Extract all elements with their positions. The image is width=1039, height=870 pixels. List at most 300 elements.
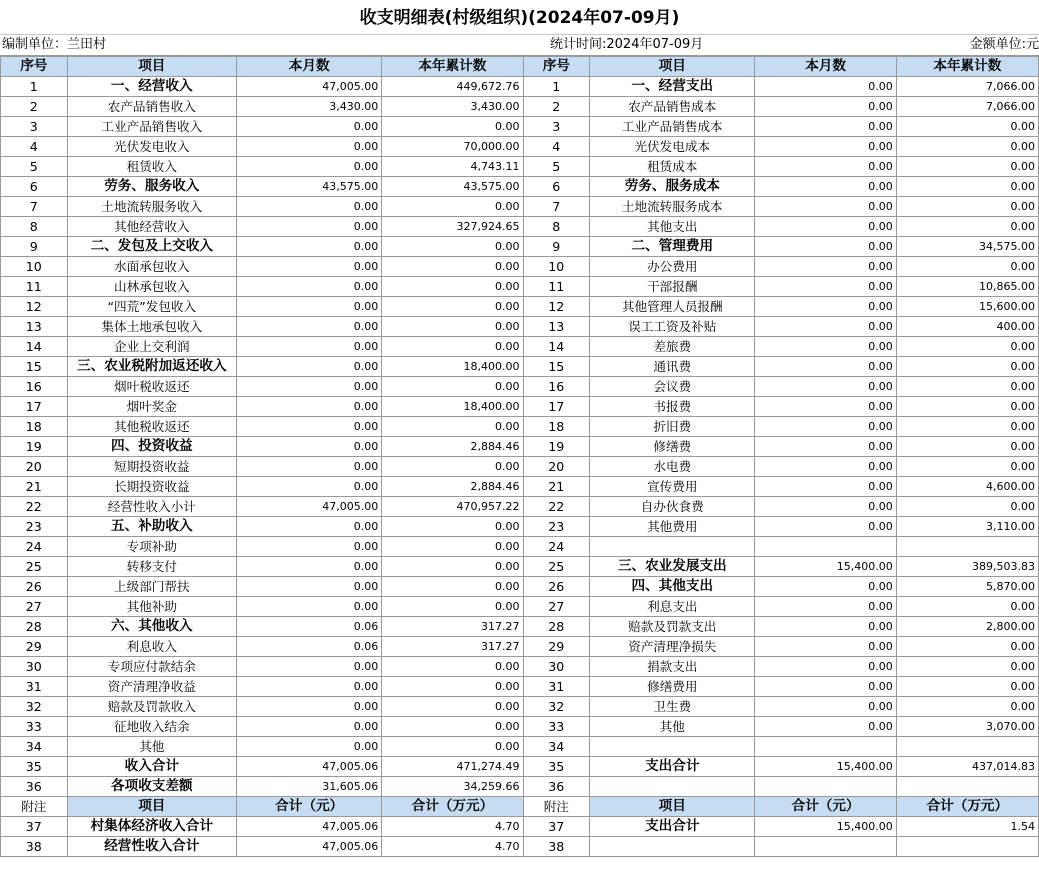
right-seq-cell: 11: [523, 277, 590, 297]
left-seq-cell: 33: [1, 717, 68, 737]
right-month-cell: 0.00: [755, 277, 896, 297]
table-row: [1, 337, 1039, 357]
left-item-cell: 烟叶奖金: [67, 397, 236, 417]
right-seq-cell: 13: [523, 317, 590, 337]
left-month-cell: 3,430.00: [237, 97, 382, 117]
left-item-cell: 村集体经济收入合计: [67, 817, 236, 837]
right-item-cell: 工业产品销售成本: [590, 117, 755, 137]
right-month-cell: 0.00: [755, 77, 896, 97]
left-month-cell: 47,005.00: [237, 77, 382, 97]
right-month-cell: 0.00: [755, 157, 896, 177]
table-row: [1, 237, 1039, 257]
right-item-cell: 卫生费: [590, 697, 755, 717]
right-ytd-cell: 389,503.83: [896, 557, 1038, 577]
right-item-cell: 宣传费用: [590, 477, 755, 497]
left-item-cell: 其他经营收入: [67, 217, 236, 237]
right-seq-cell: 9: [523, 237, 590, 257]
right-ytd-cell: 5,870.00: [896, 577, 1038, 597]
right-month-cell: 0.00: [755, 317, 896, 337]
column-header-seq: 序号: [523, 57, 590, 77]
left-ytd-cell: 317.27: [382, 637, 523, 657]
left-month-cell: 0.00: [237, 197, 382, 217]
right-ytd-cell: 0.00: [896, 197, 1038, 217]
table-row: [1, 177, 1039, 197]
right-item-cell: 资产清理净损失: [590, 637, 755, 657]
left-item-cell: 六、其他收入: [67, 617, 236, 637]
left-seq-cell: 36: [1, 777, 68, 797]
left-ytd-cell: 2,884.46: [382, 437, 523, 457]
right-month-cell: [755, 737, 896, 757]
right-ytd-cell: 7,066.00: [896, 97, 1038, 117]
appendix-header-total-yuan: 合计（元）: [755, 797, 896, 817]
table-row: [1, 597, 1039, 617]
right-item-cell: [590, 837, 755, 857]
left-seq-cell: 17: [1, 397, 68, 417]
right-month-cell: 0.00: [755, 657, 896, 677]
left-ytd-cell: 18,400.00: [382, 397, 523, 417]
right-month-cell: 0.00: [755, 97, 896, 117]
right-seq-cell: 23: [523, 517, 590, 537]
left-item-cell: 其他: [67, 737, 236, 757]
right-month-cell: 0.00: [755, 457, 896, 477]
right-item-cell: 光伏发电成本: [590, 137, 755, 157]
column-header-item: 项目: [67, 57, 236, 77]
income-expense-table: [0, 56, 1039, 857]
left-seq-cell: 38: [1, 837, 68, 857]
left-item-cell: 一、经营收入: [67, 77, 236, 97]
left-ytd-cell: 0.00: [382, 457, 523, 477]
right-seq-cell: 34: [523, 737, 590, 757]
left-month-cell: 0.00: [237, 657, 382, 677]
table-row: [1, 257, 1039, 277]
left-month-cell: 0.06: [237, 617, 382, 637]
left-ytd-cell: 2,884.46: [382, 477, 523, 497]
left-ytd-cell: 327,924.65: [382, 217, 523, 237]
left-seq-cell: 16: [1, 377, 68, 397]
right-month-cell: 0.00: [755, 637, 896, 657]
left-item-cell: 土地流转服务收入: [67, 197, 236, 217]
left-seq-cell: 37: [1, 817, 68, 837]
right-item-cell: 自办伙食费: [590, 497, 755, 517]
left-ytd-cell: 470,957.22: [382, 497, 523, 517]
left-ytd-cell: 0.00: [382, 337, 523, 357]
left-ytd-cell: 0.00: [382, 317, 523, 337]
appendix-header-item: 项目: [590, 797, 755, 817]
right-item-cell: 租赁成本: [590, 157, 755, 177]
left-month-cell: 0.00: [237, 717, 382, 737]
left-item-cell: 经营性收入小计: [67, 497, 236, 517]
table-row: [1, 377, 1039, 397]
right-seq-cell: 5: [523, 157, 590, 177]
right-item-cell: 干部报酬: [590, 277, 755, 297]
right-month-cell: 0.00: [755, 417, 896, 437]
left-month-cell: 43,575.00: [237, 177, 382, 197]
table-row: [1, 717, 1039, 737]
right-item-cell: 折旧费: [590, 417, 755, 437]
right-item-cell: [590, 777, 755, 797]
table-row: [1, 517, 1039, 537]
left-ytd-cell: 0.00: [382, 257, 523, 277]
left-seq-cell: 4: [1, 137, 68, 157]
table-row: [1, 277, 1039, 297]
table-row: [1, 477, 1039, 497]
right-month-cell: 0.00: [755, 137, 896, 157]
right-month-cell: 0.00: [755, 197, 896, 217]
left-item-cell: 光伏发电收入: [67, 137, 236, 157]
right-ytd-cell: 0.00: [896, 497, 1038, 517]
left-ytd-cell: 34,259.66: [382, 777, 523, 797]
left-month-cell: 47,005.06: [237, 837, 382, 857]
left-month-cell: 0.00: [237, 557, 382, 577]
left-ytd-cell: 0.00: [382, 557, 523, 577]
right-month-cell: 0.00: [755, 697, 896, 717]
appendix-header-item: 项目: [67, 797, 236, 817]
left-item-cell: 各项收支差额: [67, 777, 236, 797]
left-item-cell: 四、投资收益: [67, 437, 236, 457]
left-item-cell: 三、农业税附加返还收入: [67, 357, 236, 377]
left-seq-cell: 31: [1, 677, 68, 697]
right-seq-cell: 12: [523, 297, 590, 317]
right-ytd-cell: [896, 537, 1038, 557]
right-ytd-cell: 3,110.00: [896, 517, 1038, 537]
table-row: [1, 737, 1039, 757]
left-month-cell: 0.00: [237, 157, 382, 177]
left-item-cell: 水面承包收入: [67, 257, 236, 277]
left-seq-cell: 11: [1, 277, 68, 297]
right-ytd-cell: 0.00: [896, 117, 1038, 137]
right-ytd-cell: 0.00: [896, 397, 1038, 417]
left-seq-cell: 7: [1, 197, 68, 217]
left-item-cell: 二、发包及上交收入: [67, 237, 236, 257]
right-seq-cell: 18: [523, 417, 590, 437]
right-seq-cell: 6: [523, 177, 590, 197]
left-ytd-cell: 70,000.00: [382, 137, 523, 157]
left-month-cell: 0.06: [237, 637, 382, 657]
table-row: [1, 157, 1039, 177]
left-ytd-cell: 0.00: [382, 517, 523, 537]
column-header-month: 本月数: [755, 57, 896, 77]
left-month-cell: 47,005.00: [237, 497, 382, 517]
right-ytd-cell: 0.00: [896, 337, 1038, 357]
right-item-cell: 通讯费: [590, 357, 755, 377]
right-item-cell: 利息支出: [590, 597, 755, 617]
right-ytd-cell: 0.00: [896, 177, 1038, 197]
left-month-cell: 0.00: [237, 337, 382, 357]
left-seq-cell: 2: [1, 97, 68, 117]
left-ytd-cell: 0.00: [382, 597, 523, 617]
table-row: [1, 197, 1039, 217]
right-item-cell: 其他支出: [590, 217, 755, 237]
right-ytd-cell: 0.00: [896, 157, 1038, 177]
left-seq-cell: 22: [1, 497, 68, 517]
right-seq-cell: 4: [523, 137, 590, 157]
table-row: [1, 457, 1039, 477]
table-row: [1, 697, 1039, 717]
left-ytd-cell: 18,400.00: [382, 357, 523, 377]
left-month-cell: 47,005.06: [237, 817, 382, 837]
right-seq-cell: 27: [523, 597, 590, 617]
table-row: [1, 677, 1039, 697]
right-seq-cell: 38: [523, 837, 590, 857]
left-month-cell: 0.00: [237, 597, 382, 617]
table-row: [1, 577, 1039, 597]
left-item-cell: 集体土地承包收入: [67, 317, 236, 337]
right-month-cell: 0.00: [755, 357, 896, 377]
right-month-cell: 0.00: [755, 617, 896, 637]
left-ytd-cell: 4.70: [382, 817, 523, 837]
table-row: [1, 357, 1039, 377]
appendix-header-note: 附注: [1, 797, 68, 817]
right-month-cell: 0.00: [755, 217, 896, 237]
right-ytd-cell: 15,600.00: [896, 297, 1038, 317]
column-header-item: 项目: [590, 57, 755, 77]
left-seq-cell: 8: [1, 217, 68, 237]
left-item-cell: 资产清理净收益: [67, 677, 236, 697]
right-month-cell: [755, 537, 896, 557]
table-row: [1, 657, 1039, 677]
right-ytd-cell: 0.00: [896, 437, 1038, 457]
table-row: [1, 137, 1039, 157]
left-ytd-cell: 0.00: [382, 377, 523, 397]
right-item-cell: 办公费用: [590, 257, 755, 277]
right-item-cell: 捐款支出: [590, 657, 755, 677]
left-item-cell: 短期投资收益: [67, 457, 236, 477]
left-item-cell: 农产品销售收入: [67, 97, 236, 117]
table-row: [1, 637, 1039, 657]
right-seq-cell: 37: [523, 817, 590, 837]
left-item-cell: 其他税收返还: [67, 417, 236, 437]
right-month-cell: [755, 837, 896, 857]
left-item-cell: 企业上交利润: [67, 337, 236, 357]
right-seq-cell: 22: [523, 497, 590, 517]
right-seq-cell: 25: [523, 557, 590, 577]
left-ytd-cell: 449,672.76: [382, 77, 523, 97]
left-item-cell: 专项补助: [67, 537, 236, 557]
left-seq-cell: 34: [1, 737, 68, 757]
left-month-cell: 0.00: [237, 437, 382, 457]
right-ytd-cell: 2,800.00: [896, 617, 1038, 637]
right-seq-cell: 26: [523, 577, 590, 597]
right-ytd-cell: 0.00: [896, 417, 1038, 437]
right-seq-cell: 20: [523, 457, 590, 477]
left-item-cell: “四荒”发包收入: [67, 297, 236, 317]
right-ytd-cell: [896, 737, 1038, 757]
left-ytd-cell: 0.00: [382, 117, 523, 137]
right-seq-cell: 8: [523, 217, 590, 237]
right-seq-cell: 33: [523, 717, 590, 737]
right-item-cell: 劳务、服务成本: [590, 177, 755, 197]
left-month-cell: 0.00: [237, 277, 382, 297]
right-seq-cell: 14: [523, 337, 590, 357]
right-seq-cell: 17: [523, 397, 590, 417]
left-seq-cell: 12: [1, 297, 68, 317]
left-ytd-cell: 0.00: [382, 237, 523, 257]
money-unit: 金额单位:元: [969, 37, 1039, 52]
right-seq-cell: 16: [523, 377, 590, 397]
right-month-cell: 0.00: [755, 117, 896, 137]
right-month-cell: 0.00: [755, 337, 896, 357]
left-seq-cell: 20: [1, 457, 68, 477]
left-month-cell: 0.00: [237, 477, 382, 497]
left-item-cell: 五、补助收入: [67, 517, 236, 537]
left-month-cell: 0.00: [237, 357, 382, 377]
left-month-cell: 0.00: [237, 317, 382, 337]
column-header-ytd: 本年累计数: [896, 57, 1038, 77]
right-month-cell: 0.00: [755, 517, 896, 537]
right-month-cell: 0.00: [755, 437, 896, 457]
right-seq-cell: 7: [523, 197, 590, 217]
left-ytd-cell: 471,274.49: [382, 757, 523, 777]
right-ytd-cell: 0.00: [896, 137, 1038, 157]
left-seq-cell: 10: [1, 257, 68, 277]
right-ytd-cell: 34,575.00: [896, 237, 1038, 257]
left-seq-cell: 27: [1, 597, 68, 617]
table-row: [1, 777, 1039, 797]
left-ytd-cell: 0.00: [382, 297, 523, 317]
table-row: [1, 217, 1039, 237]
left-ytd-cell: 0.00: [382, 677, 523, 697]
right-item-cell: 书报费: [590, 397, 755, 417]
table-row: [1, 537, 1039, 557]
left-item-cell: 征地收入结余: [67, 717, 236, 737]
left-seq-cell: 19: [1, 437, 68, 457]
table-row: [1, 317, 1039, 337]
appendix-header-total-wan: 合计（万元）: [382, 797, 523, 817]
left-ytd-cell: 0.00: [382, 717, 523, 737]
appendix-header-total-wan: 合计（万元）: [896, 797, 1038, 817]
right-month-cell: 15,400.00: [755, 757, 896, 777]
right-item-cell: 其他费用: [590, 517, 755, 537]
right-item-cell: 三、农业发展支出: [590, 557, 755, 577]
table-row: [1, 397, 1039, 417]
left-month-cell: 0.00: [237, 397, 382, 417]
right-month-cell: 0.00: [755, 477, 896, 497]
left-seq-cell: 28: [1, 617, 68, 637]
left-month-cell: 0.00: [237, 697, 382, 717]
left-month-cell: 0.00: [237, 137, 382, 157]
right-month-cell: 0.00: [755, 177, 896, 197]
right-ytd-cell: 0.00: [896, 217, 1038, 237]
left-item-cell: 租赁收入: [67, 157, 236, 177]
left-ytd-cell: 4,743.11: [382, 157, 523, 177]
left-item-cell: 长期投资收益: [67, 477, 236, 497]
right-seq-cell: 15: [523, 357, 590, 377]
right-ytd-cell: 0.00: [896, 637, 1038, 657]
right-seq-cell: 10: [523, 257, 590, 277]
left-seq-cell: 13: [1, 317, 68, 337]
right-ytd-cell: [896, 777, 1038, 797]
left-month-cell: 47,005.06: [237, 757, 382, 777]
right-ytd-cell: 400.00: [896, 317, 1038, 337]
right-ytd-cell: 437,014.83: [896, 757, 1038, 777]
left-item-cell: 专项应付款结余: [67, 657, 236, 677]
left-seq-cell: 6: [1, 177, 68, 197]
left-month-cell: 0.00: [237, 737, 382, 757]
right-item-cell: 一、经营支出: [590, 77, 755, 97]
table-row: [1, 557, 1039, 577]
right-seq-cell: 24: [523, 537, 590, 557]
left-item-cell: 利息收入: [67, 637, 236, 657]
table-row: [1, 97, 1039, 117]
right-seq-cell: 31: [523, 677, 590, 697]
left-month-cell: 0.00: [237, 217, 382, 237]
left-seq-cell: 35: [1, 757, 68, 777]
right-ytd-cell: 0.00: [896, 657, 1038, 677]
left-month-cell: 0.00: [237, 297, 382, 317]
right-ytd-cell: 3,070.00: [896, 717, 1038, 737]
left-month-cell: 0.00: [237, 237, 382, 257]
column-header-month: 本月数: [237, 57, 382, 77]
right-item-cell: 农产品销售成本: [590, 97, 755, 117]
left-seq-cell: 26: [1, 577, 68, 597]
right-seq-cell: 2: [523, 97, 590, 117]
right-ytd-cell: 0.00: [896, 257, 1038, 277]
left-seq-cell: 14: [1, 337, 68, 357]
right-ytd-cell: 0.00: [896, 677, 1038, 697]
left-ytd-cell: 0.00: [382, 737, 523, 757]
left-seq-cell: 1: [1, 77, 68, 97]
right-item-cell: 其他: [590, 717, 755, 737]
table-row: [1, 417, 1039, 437]
left-seq-cell: 24: [1, 537, 68, 557]
left-ytd-cell: 0.00: [382, 697, 523, 717]
right-seq-cell: 1: [523, 77, 590, 97]
left-month-cell: 0.00: [237, 677, 382, 697]
right-seq-cell: 35: [523, 757, 590, 777]
left-seq-cell: 23: [1, 517, 68, 537]
right-item-cell: [590, 737, 755, 757]
right-ytd-cell: 4,600.00: [896, 477, 1038, 497]
right-item-cell: 支出合计: [590, 757, 755, 777]
left-month-cell: 0.00: [237, 257, 382, 277]
right-seq-cell: 28: [523, 617, 590, 637]
appendix-header-row: [1, 797, 1039, 817]
table-row: [1, 757, 1039, 777]
left-month-cell: 0.00: [237, 117, 382, 137]
left-item-cell: 工业产品销售收入: [67, 117, 236, 137]
appendix-header-total-yuan: 合计（元）: [237, 797, 382, 817]
left-month-cell: 0.00: [237, 537, 382, 557]
table-row: [1, 77, 1039, 97]
table-header-row: [1, 57, 1039, 77]
left-seq-cell: 15: [1, 357, 68, 377]
right-month-cell: 0.00: [755, 497, 896, 517]
left-seq-cell: 18: [1, 417, 68, 437]
right-month-cell: 15,400.00: [755, 817, 896, 837]
table-body: [1, 77, 1039, 797]
right-seq-cell: 36: [523, 777, 590, 797]
left-seq-cell: 25: [1, 557, 68, 577]
left-month-cell: 0.00: [237, 377, 382, 397]
right-month-cell: [755, 777, 896, 797]
right-item-cell: 误工工资及补贴: [590, 317, 755, 337]
left-item-cell: 劳务、服务收入: [67, 177, 236, 197]
left-ytd-cell: 0.00: [382, 417, 523, 437]
table-row: [1, 437, 1039, 457]
table-row: [1, 497, 1039, 517]
left-ytd-cell: 317.27: [382, 617, 523, 637]
left-ytd-cell: 0.00: [382, 537, 523, 557]
right-month-cell: 0.00: [755, 677, 896, 697]
right-ytd-cell: 0.00: [896, 357, 1038, 377]
right-item-cell: 会议费: [590, 377, 755, 397]
right-item-cell: 赔款及罚款支出: [590, 617, 755, 637]
left-month-cell: 0.00: [237, 457, 382, 477]
right-seq-cell: 29: [523, 637, 590, 657]
left-item-cell: 赔款及罚款收入: [67, 697, 236, 717]
left-item-cell: 烟叶税收返还: [67, 377, 236, 397]
right-month-cell: 0.00: [755, 717, 896, 737]
